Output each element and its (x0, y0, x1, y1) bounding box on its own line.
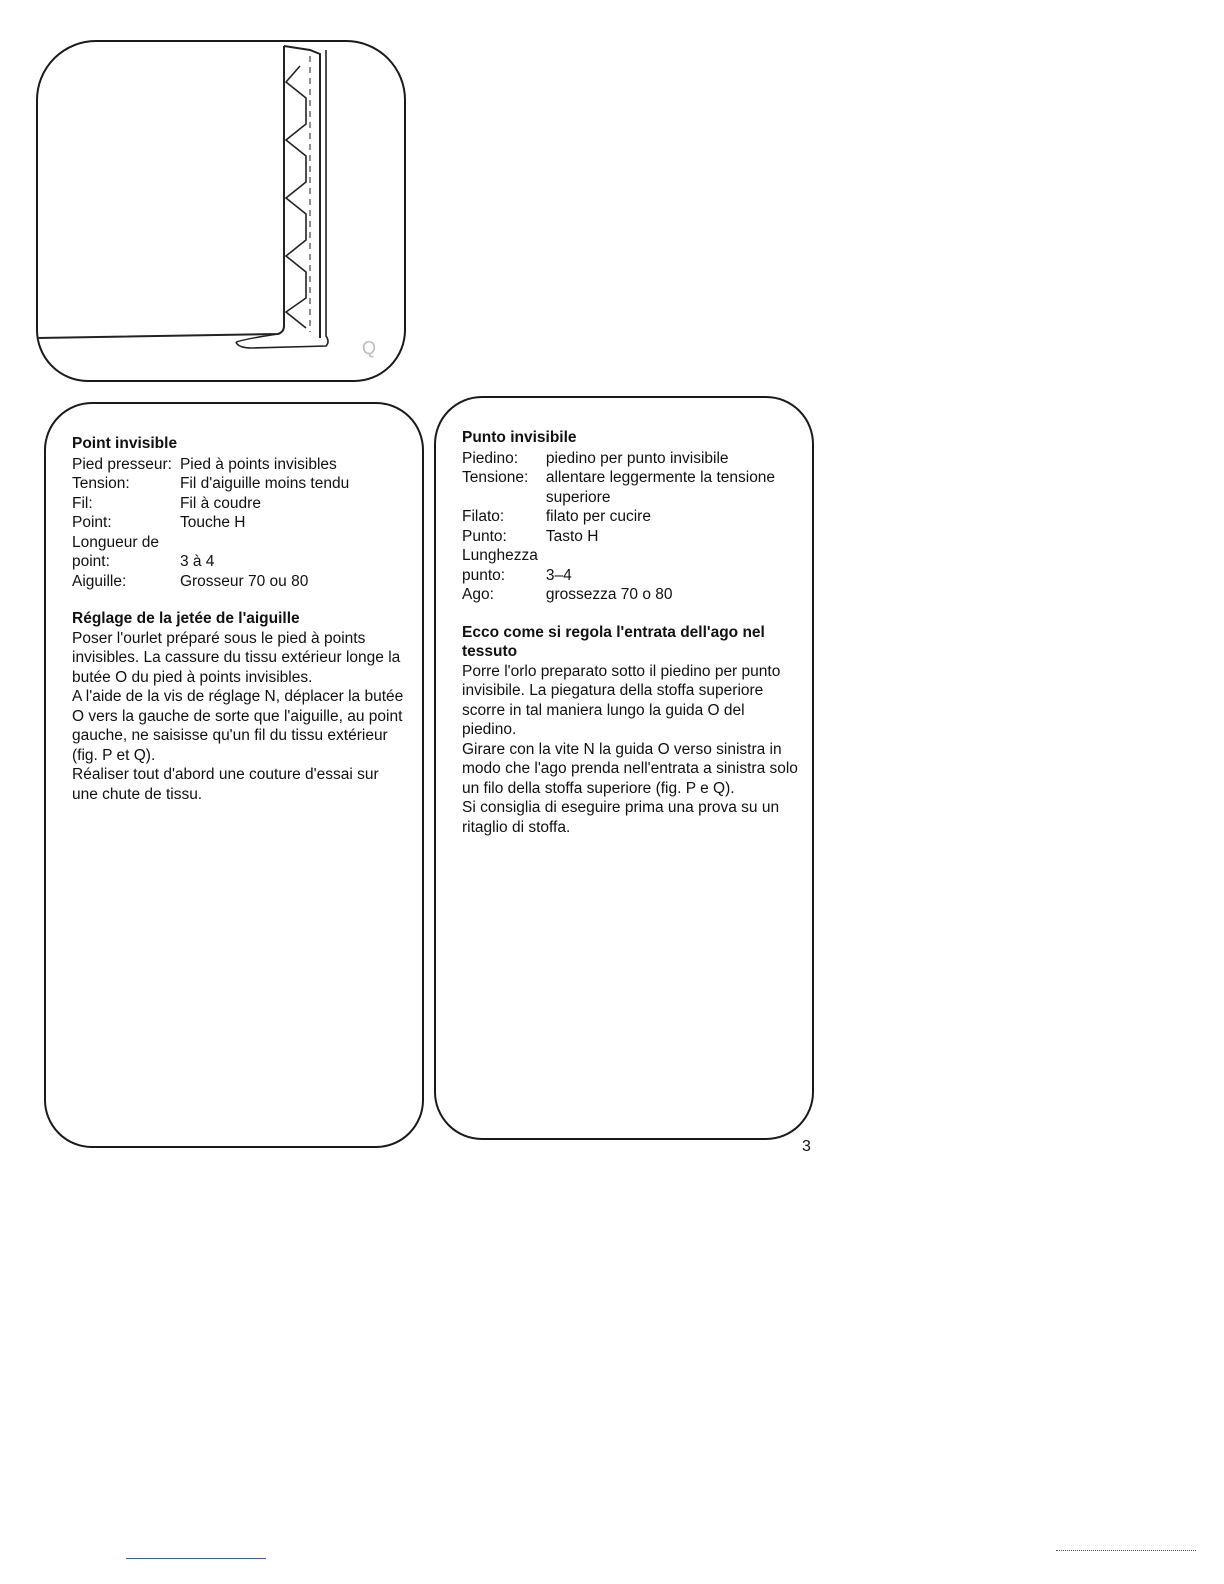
spec-value: 3 à 4 (179, 553, 215, 570)
spec-label: point: (72, 553, 110, 570)
spec-value: 3–4 (545, 566, 572, 584)
italian-section-body (462, 662, 798, 838)
italian-instructions-panel (434, 396, 814, 1140)
french-title: Point invisible (72, 435, 178, 452)
spec-value: Touche H (179, 514, 246, 531)
french-specs-table (72, 455, 349, 592)
spec-row (462, 507, 798, 527)
spec-label: Point: (72, 514, 112, 531)
spec-row (72, 494, 349, 514)
spec-label: Pied presseur: (72, 455, 172, 473)
spec-value: piedino per punto invisibile (545, 449, 729, 467)
italian-panel-content (462, 428, 798, 837)
figure-letter: Q (362, 338, 377, 358)
paragraph: Girare con la vite N la guida O verso sinistra in modo che l'ago prenda nell'entrata a sinistra solo un filo della stoffa superiore (fig. P e Q). (462, 740, 798, 797)
spec-value: Fil d'aiguille moins tendu (179, 475, 350, 492)
spec-row (462, 546, 798, 566)
spec-row (72, 552, 349, 572)
spec-value: grossezza 70 o 80 (545, 586, 673, 603)
page-number: 3 (802, 1138, 811, 1155)
paragraph: Réaliser tout d'abord une couture d'essai sur une chute de tissu. (72, 766, 379, 803)
french-section-title: Réglage de la jetée de l'aiguille (72, 610, 300, 627)
spec-row (72, 572, 349, 592)
spec-label: punto: (462, 566, 506, 584)
french-instructions-panel (44, 402, 424, 1148)
italian-title: Punto invisibile (462, 429, 577, 446)
italian-specs-table (462, 449, 798, 605)
spec-label: Filato: (462, 508, 505, 525)
blind-hem-drawing (38, 42, 406, 382)
spec-row (462, 566, 798, 586)
spec-label: Aiguille: (72, 572, 127, 590)
spec-label: Longueur de (72, 533, 160, 551)
spec-value: Grosseur 70 ou 80 (179, 572, 309, 590)
footer-rule-right (1056, 1550, 1196, 1551)
spec-row (72, 533, 349, 553)
spec-label: Punto: (462, 527, 507, 545)
spec-row (72, 474, 349, 494)
spec-label: Fil: (72, 494, 93, 512)
hem-illustration (36, 40, 406, 382)
spec-label: Lunghezza (462, 547, 538, 564)
spec-label: Ago: (462, 586, 494, 603)
spec-value (180, 533, 349, 553)
spec-row (462, 527, 798, 547)
spec-row (72, 455, 349, 475)
paragraph: Porre l'orlo preparato sotto il piedino per punto invisibile. La piegatura della stoffa superiore scorre in tal maniera lungo la guida O del piedino. (462, 662, 781, 738)
spec-row (72, 513, 349, 533)
spec-value: Tasto H (545, 527, 599, 545)
footer-rule-left (126, 1558, 266, 1559)
spec-label: Piedino: (462, 449, 519, 467)
paragraph: Poser l'ourlet préparé sous le pied à points invisibles. La cassure du tissu extérieur longe la butée O du pied à points invisibles. (72, 629, 401, 686)
paragraph: A l'aide de la vis de réglage N, déplacer la butée O vers la gauche de sorte que l'aiguille, au point gauche, ne saisisse qu'un fil du tissu extérieur (fig. P et Q). (72, 688, 404, 764)
spec-value: filato per cucire (545, 508, 651, 525)
spec-value (546, 546, 798, 566)
spec-row (462, 468, 798, 507)
spec-label: Tension: (72, 475, 130, 492)
spec-value: allentare leggermente la tensione superiore (545, 469, 776, 506)
spec-value: Fil à coudre (179, 494, 261, 512)
italian-section-title: Ecco come si regola l'entrata dell'ago nel tessuto (462, 623, 765, 660)
spec-row (462, 585, 798, 605)
paragraph: Si consiglia di eseguire prima una prova su un ritaglio di stoffa. (462, 799, 780, 836)
french-section-body (72, 629, 408, 805)
spec-row (462, 449, 798, 469)
spec-label: Tensione: (462, 469, 529, 486)
spec-value: Pied à points invisibles (179, 455, 337, 473)
french-panel-content (72, 434, 408, 804)
